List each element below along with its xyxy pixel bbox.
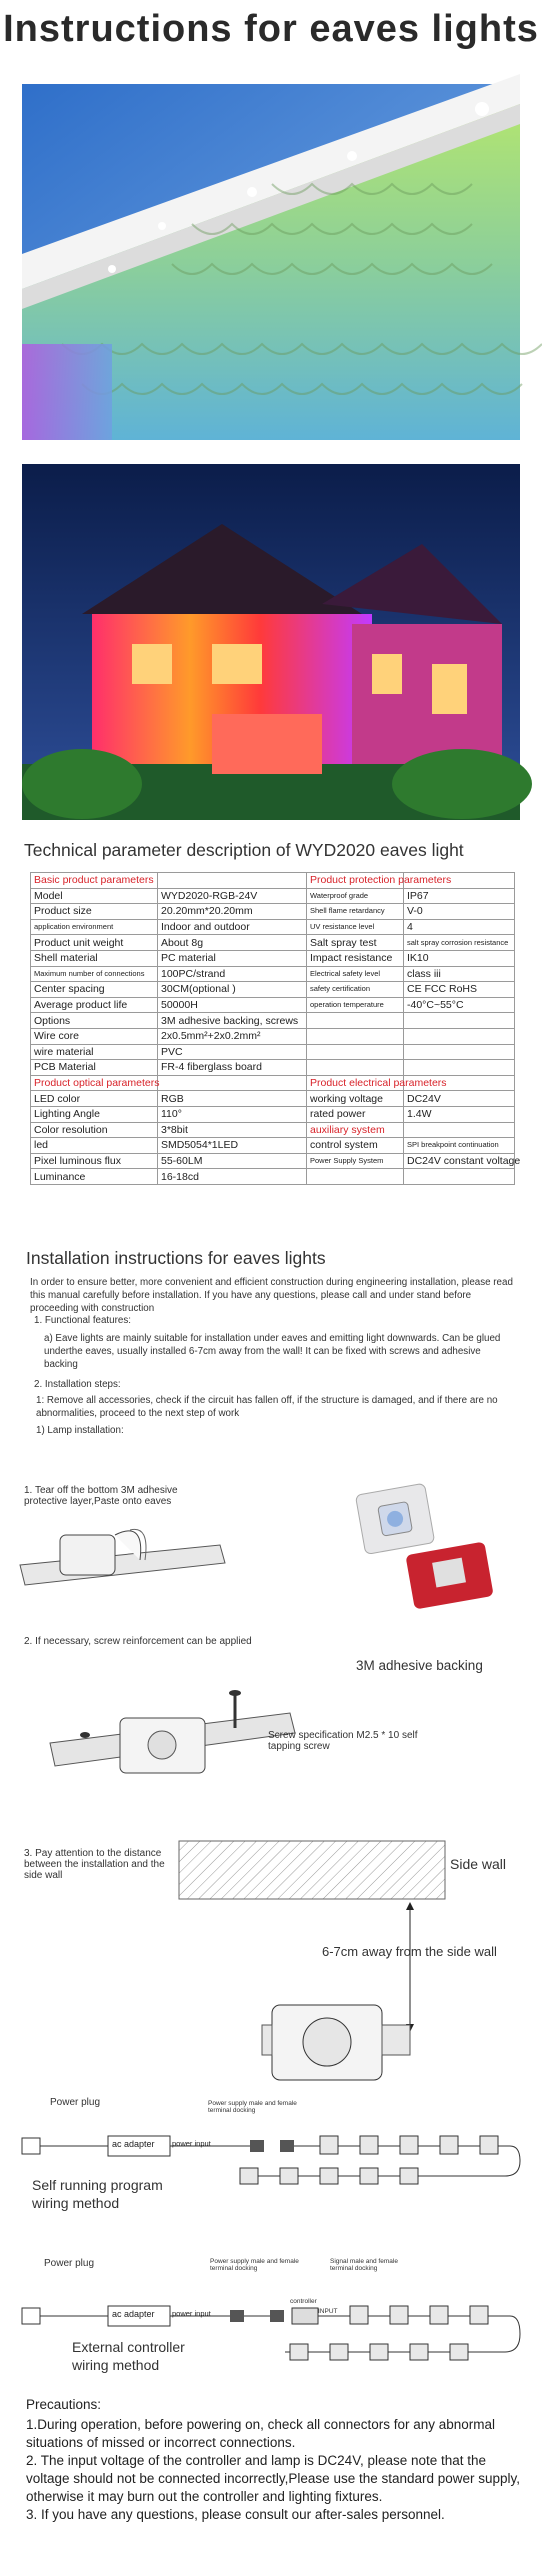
table-cell: PVC	[158, 1044, 307, 1060]
table-cell	[307, 1060, 404, 1076]
table-cell: CE FCC RoHS	[404, 982, 515, 998]
precautions	[26, 2396, 526, 2524]
tech-heading: Technical parameter description of WYD2020 eaves light	[24, 840, 464, 860]
table-cell: About 8g	[158, 935, 307, 951]
table-cell: safety certification	[307, 982, 404, 998]
table-cell: 3M adhesive backing, screws	[158, 1013, 307, 1029]
table-cell: Wire core	[31, 1028, 158, 1044]
features-a: a) Eave lights are mainly suitable for installation under eaves and emitting light downwards. Can be glued underthe eaves, usually installed 6-7cm away from the wall! It can be fixed with screws and adhesive backing	[44, 1333, 501, 1370]
ac-adapter-2: ac adapter	[112, 2309, 155, 2319]
table-cell: Product size	[31, 904, 158, 920]
table-cell: 1.4W	[404, 1106, 515, 1122]
external-label: External controller wiring method	[72, 2339, 185, 2373]
table-cell: RGB	[158, 1091, 307, 1107]
table-cell	[404, 1060, 515, 1076]
table-cell: Color resolution	[31, 1122, 158, 1138]
page-title: Instructions for eaves lights	[3, 8, 539, 50]
table-row	[31, 1013, 515, 1029]
precaution-item-1: 1.During operation, before powering on, check all connectors for any abnormal situations of missed or incorrect connections.	[26, 2417, 496, 2450]
power-plug-2: Power plug	[44, 2258, 95, 2269]
lamp-label: 1) Lamp installation:	[36, 1425, 124, 1436]
ac-adapter-1: ac adapter	[112, 2139, 155, 2149]
table-cell: operation temperature	[307, 997, 404, 1013]
table-cell: Shell flame retardancy	[307, 904, 404, 920]
table-cell: 50000H	[158, 997, 307, 1013]
table-cell: UV resistance level	[307, 919, 404, 935]
step2-text: 2. If necessary, screw reinforcement can be applied	[24, 1636, 252, 1647]
table-cell: control system	[307, 1138, 404, 1154]
steps-1: 1: Remove all accessories, check if the circuit has fallen off, if the structure is damaged, and if there are no abnormalities, proceed to the next step of work	[36, 1395, 498, 1419]
side-wall-label: Side wall	[450, 1856, 507, 1872]
table-row	[31, 935, 515, 951]
table-cell: 4	[404, 919, 515, 935]
table-row	[31, 950, 515, 966]
table-cell: IP67	[404, 888, 515, 904]
table-cell: Product protection parameters	[307, 873, 404, 889]
table-row	[31, 1028, 515, 1044]
terminal-docking-1: Power supply male and female terminal docking	[208, 2100, 297, 2114]
table-cell: PC material	[158, 950, 307, 966]
table-row	[31, 1138, 515, 1154]
table-cell	[307, 1044, 404, 1060]
table-cell: Shell material	[31, 950, 158, 966]
table-cell	[404, 1028, 515, 1044]
table-cell: working voltage	[307, 1091, 404, 1107]
table-cell	[404, 1122, 515, 1138]
table-row	[31, 919, 515, 935]
eaves-closeup-photo	[22, 84, 520, 440]
table-row	[31, 1044, 515, 1060]
table-cell: 20.20mm*20.20mm	[158, 904, 307, 920]
parameter-table	[30, 872, 521, 1185]
table-cell: DC24V constant voltage	[404, 1153, 515, 1169]
table-row	[31, 1091, 515, 1107]
table-cell: LED color	[31, 1091, 158, 1107]
table-row	[31, 1169, 515, 1185]
table-cell	[158, 1075, 307, 1091]
table-cell: Basic product parameters	[31, 873, 158, 889]
table-cell: 30CM(optional )	[158, 982, 307, 998]
table-cell	[404, 1044, 515, 1060]
table-cell: Salt spray test	[307, 935, 404, 951]
table-cell: V-0	[404, 904, 515, 920]
table-cell: salt spray corrosion resistance	[404, 935, 515, 951]
table-cell: application environment	[31, 919, 158, 935]
table-cell: Center spacing	[31, 982, 158, 998]
table-cell: Model	[31, 888, 158, 904]
screw-diagram	[50, 1688, 300, 1808]
terminal-docking-2: Power supply male and female terminal docking	[210, 2258, 299, 2272]
table-cell: Electrical safety level	[307, 966, 404, 982]
table-cell	[404, 1013, 515, 1029]
table-cell: Product unit weight	[31, 935, 158, 951]
table-cell: PCB Material	[31, 1060, 158, 1076]
power-plug-1: Power plug	[50, 2097, 101, 2108]
table-cell	[307, 1169, 404, 1185]
table-cell: 55-60LM	[158, 1153, 307, 1169]
table-cell: Indoor and outdoor	[158, 919, 307, 935]
table-cell: wire material	[31, 1044, 158, 1060]
table-cell: rated power	[307, 1106, 404, 1122]
table-row	[31, 1060, 515, 1076]
step3-text: 3. Pay attention to the distance between the installation and the side wall	[24, 1848, 165, 1881]
table-cell: Luminance	[31, 1169, 158, 1185]
table-row	[31, 904, 515, 920]
table-cell: Product electrical parameters	[307, 1075, 404, 1091]
table-cell: 110°	[158, 1106, 307, 1122]
side-wall-box	[178, 1840, 448, 1902]
table-cell: Waterproof grade	[307, 888, 404, 904]
signal-docking: Signal male and female terminal docking	[330, 2258, 398, 2272]
table-cell: Impact resistance	[307, 950, 404, 966]
house-night-photo	[22, 464, 520, 820]
table-cell: 16-18cd	[158, 1169, 307, 1185]
controller-label: controller	[290, 2298, 317, 2305]
self-running-label: Self running program wiring method	[32, 2177, 163, 2211]
table-cell	[307, 1013, 404, 1029]
power-input-1: power input	[172, 2139, 211, 2148]
table-cell	[158, 873, 307, 889]
table-cell: FR-4 fiberglass board	[158, 1060, 307, 1076]
table-cell: 100PC/strand	[158, 966, 307, 982]
table-cell: 3*8bit	[158, 1122, 307, 1138]
table-cell: Lighting Angle	[31, 1106, 158, 1122]
install-heading: Installation instructions for eaves lights	[26, 1248, 326, 1268]
table-row	[31, 1153, 515, 1169]
precaution-item-2: 2. The input voltage of the controller and lamp is DC24V, please note that the voltage should not be connected incorrectly,Please use the standard power supply, otherwise it may burn out the controller and lighting fixtures.	[26, 2453, 521, 2504]
table-cell: Average product life	[31, 997, 158, 1013]
table-cell: Options	[31, 1013, 158, 1029]
table-cell: WYD2020-RGB-24V	[158, 888, 307, 904]
table-row	[31, 888, 515, 904]
table-cell: Product optical parameters	[31, 1075, 158, 1091]
table-cell: led	[31, 1138, 158, 1154]
table-row	[31, 966, 515, 982]
steps-label: 2. Installation steps:	[34, 1379, 121, 1390]
table-cell: Pixel luminous flux	[31, 1153, 158, 1169]
table-cell	[307, 1028, 404, 1044]
table-cell: DC24V	[404, 1091, 515, 1107]
table-cell	[404, 1169, 515, 1185]
table-cell: 2x0.5mm²+2x0.2mm²	[158, 1028, 307, 1044]
adhesive-diagram	[20, 1515, 230, 1600]
screw-spec: Screw specification M2.5 * 10 self tapping screw	[268, 1730, 418, 1752]
power-input-2: power input	[172, 2309, 211, 2318]
table-cell: -40°C~55°C	[404, 997, 515, 1013]
install-intro: In order to ensure better, more convenient and efficient construction during engineering installation, please read this manual carefully before installation. If you have any questions, please call and under stand before proceeding with construction	[30, 1277, 513, 1314]
table-row	[31, 1122, 515, 1138]
table-row	[31, 982, 515, 998]
table-row	[31, 1075, 515, 1091]
lamp-front-diagram	[262, 2000, 412, 2090]
table-cell: auxiliary system	[307, 1122, 404, 1138]
table-row	[31, 873, 515, 889]
precautions-title: Precautions:	[26, 2397, 102, 2412]
precaution-item-3: 3. If you have any questions, please consult our after-sales personnel.	[26, 2507, 445, 2522]
table-row	[31, 997, 515, 1013]
table-cell: SPI breakpoint continuation	[404, 1138, 515, 1154]
table-row	[31, 1106, 515, 1122]
step1-text: 1. Tear off the bottom 3M adhesive protective layer,Paste onto eaves	[24, 1485, 178, 1507]
distance-label: 6-7cm away from the side wall	[322, 1944, 497, 1959]
features-label: 1. Functional features:	[34, 1315, 131, 1326]
table-cell: Power Supply System	[307, 1153, 404, 1169]
table-cell: SMD5054*1LED	[158, 1138, 307, 1154]
table-cell: class iii	[404, 966, 515, 982]
input-label: INPUT	[318, 2308, 338, 2315]
led-module-photo	[340, 1478, 510, 1618]
adhesive-label: 3M adhesive backing	[356, 1658, 483, 1673]
table-cell: Maximum number of connections	[31, 966, 158, 982]
table-cell: IK10	[404, 950, 515, 966]
